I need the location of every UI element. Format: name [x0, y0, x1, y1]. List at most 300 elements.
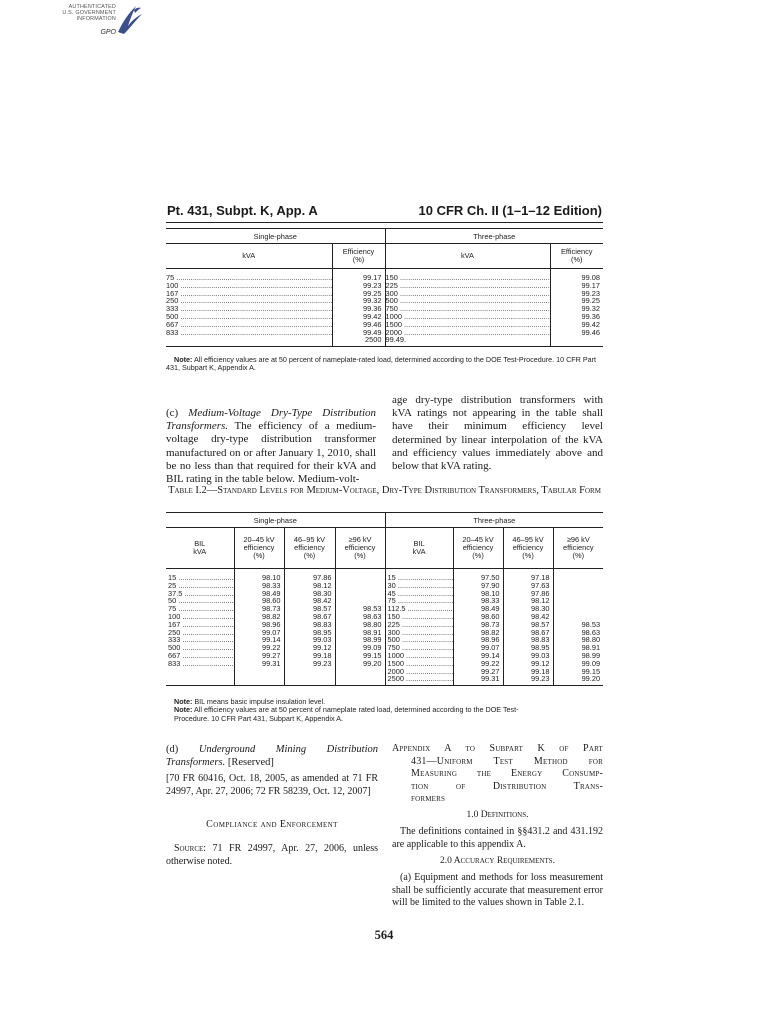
section-2-heading: 2.0 Accuracy Requirements.	[440, 856, 555, 866]
t2-single-eff-c	[335, 590, 385, 598]
t1-three-eff: 99.17	[581, 280, 600, 290]
t2-single-eff-b: 99.23	[284, 660, 335, 668]
t2-three-eff-b: 98.57	[503, 621, 553, 629]
t2-three-kva-value: 225	[387, 620, 400, 629]
t2-three-kva	[385, 636, 453, 644]
para-c-left-body: The efficiency of a medium-voltage dry-type distribution transformer manufactured on or after January 1, 2010, shall be no less than that required for their kVA and BIL rating in the table below. Medium-volt-	[166, 420, 376, 486]
t2-single-kva	[166, 668, 234, 676]
t1-leader-dots	[178, 282, 332, 290]
t2-three-kva-value: 112.5	[387, 605, 406, 613]
t2-leader-dots	[400, 629, 453, 637]
t2-three-kva	[385, 569, 453, 582]
t2-leader-dots	[404, 675, 453, 683]
t2-three-eff-a: 99.22	[453, 660, 503, 668]
t1-three-eff: 99.32	[581, 304, 600, 314]
t1-leader-dots	[402, 313, 550, 321]
t2-col-b-single-l3: (%)	[303, 551, 316, 560]
table-row	[166, 569, 603, 582]
t1-three-eff: 99.42	[581, 319, 600, 329]
t2-three-eff-a: 99.14	[453, 652, 503, 660]
t1-three-kva	[385, 321, 550, 329]
t2-note-1-text: BIL means basic impulse insulation level.	[192, 697, 326, 706]
t2-three-eff-a: 99.27	[453, 668, 503, 676]
t1-leader-dots	[178, 290, 332, 298]
t1-note	[166, 356, 603, 373]
t2-leader-dots	[405, 605, 453, 613]
t1-three-kva	[385, 329, 550, 337]
t2-single-kva	[166, 675, 234, 685]
t1-leader-dots	[178, 329, 332, 337]
para-c-title: Medium-Voltage Dry-Type Distribution Transformers.	[166, 407, 376, 433]
t1-single-kva-value: 333	[166, 305, 179, 313]
t2-leader-dots	[182, 590, 234, 598]
t2-col-a-three-l2: efficiency	[462, 543, 494, 552]
para-d-body: [Reserved]	[225, 757, 274, 768]
t1-three-kva	[385, 305, 550, 313]
logo-line-3: INFORMATION	[76, 16, 116, 22]
eagle-icon	[114, 2, 144, 36]
t1-header-three-phase: Three-phase	[385, 229, 603, 244]
t2-single-eff-c: 98.53	[335, 605, 385, 613]
t2-single-eff-a: 99.14	[234, 636, 284, 644]
t2-leader-dots	[176, 597, 234, 605]
t1-single-eff: 2500	[332, 336, 385, 346]
t1-single-kva-value: 100	[166, 281, 179, 290]
t2-three-eff-a: 97.90	[453, 582, 503, 590]
amendment-history: [70 FR 60416, Oct. 18, 2005, as amended at 71 FR 24997, Apr. 27, 2006; 72 FR 58239, Oct. 12, 2007]	[166, 773, 378, 797]
t1-three-kva	[385, 313, 550, 321]
t2-three-eff-b: 98.95	[503, 644, 553, 652]
t2-three-eff-c	[553, 605, 603, 613]
t2-single-eff-b: 97.86	[284, 569, 335, 582]
t2-single-eff-b: 98.95	[284, 629, 335, 637]
t1-leader-dots	[402, 329, 550, 337]
t2-three-eff-c	[553, 569, 603, 582]
t2-three-eff-a: 98.96	[453, 636, 503, 644]
t1-three-kva	[385, 297, 550, 305]
t2-col-bil-single	[166, 528, 234, 569]
table-row	[166, 313, 603, 321]
t2-single-eff-b: 99.12	[284, 644, 335, 652]
t1-single-eff: 99.17	[332, 269, 385, 282]
t2-single-kva	[166, 590, 234, 598]
t2-leader-dots	[400, 621, 453, 629]
header-rule	[166, 222, 603, 223]
t2-col-a-three	[453, 528, 503, 569]
t2-single-eff-c	[335, 675, 385, 685]
t1-single-kva-value: 75	[166, 273, 175, 282]
t2-col-bil-three-l2: kVA	[412, 547, 426, 556]
t2-leader-dots	[404, 660, 453, 668]
running-header-right: 10 CFR Ch. II (1–1–12 Edition)	[418, 203, 602, 218]
t2-single-eff-a	[234, 668, 284, 676]
t1-note-label: Note:	[174, 355, 193, 364]
t1-three-kva-value: 2000	[385, 328, 402, 337]
table-row	[166, 269, 603, 282]
t1-three-kva-value: 750	[385, 305, 398, 313]
t2-col-a-single	[234, 528, 284, 569]
table-row	[166, 329, 603, 337]
t2-single-kva	[166, 597, 234, 605]
t2-single-kva-value: 250	[168, 628, 181, 637]
t1-single-kva-value: 167	[166, 289, 179, 298]
t2-leader-dots	[400, 636, 453, 644]
t2-three-eff-a: 98.73	[453, 621, 503, 629]
t2-single-eff-c	[335, 569, 385, 582]
t2-leader-dots	[400, 644, 453, 652]
t1-single-kva-value: 667	[166, 320, 179, 329]
t2-three-eff-b: 98.30	[503, 605, 553, 613]
t2-three-eff-b: 98.42	[503, 613, 553, 621]
t1-col-eff-single-l2: (%)	[352, 255, 365, 264]
t1-single-kva	[166, 269, 332, 282]
t1-leader-dots	[402, 321, 550, 329]
t1-single-kva	[166, 329, 332, 337]
t1-three-eff: 99.25	[581, 296, 600, 306]
t2-col-c-single-l2: efficiency	[344, 543, 376, 552]
t2-single-kva	[166, 660, 234, 668]
t2-col-c-single	[335, 528, 385, 569]
t2-leader-dots	[400, 613, 453, 621]
t1-single-eff: 99.23	[332, 282, 385, 290]
t2-three-kva	[385, 675, 453, 685]
t2-col-bil-single-l2: kVA	[193, 547, 207, 556]
t1-three-kva-value: 300	[385, 289, 398, 298]
t2-three-kva-value: 1500	[387, 659, 404, 668]
table-row	[166, 336, 603, 346]
t2-leader-dots	[396, 590, 453, 598]
t1-col-kva-three: kVA	[385, 244, 550, 269]
t2-col-b-three-l1: 46–95 kV	[512, 535, 544, 544]
t2-leader-dots	[180, 660, 234, 668]
paragraph-c-left	[166, 407, 376, 486]
t2-three-kva	[385, 582, 453, 590]
t2-single-kva	[166, 613, 234, 621]
t2-col-c-three-l2: efficiency	[562, 543, 594, 552]
t2-three-eff-a: 97.50	[453, 569, 503, 582]
section-1-body: The definitions contained in §§431.2 and 431.192 are applicable to this appendix A.	[392, 826, 603, 850]
t2-single-eff-c: 98.99	[335, 636, 385, 644]
t1-single-kva	[166, 290, 332, 298]
t2-leader-dots	[404, 668, 453, 676]
t2-three-kva-value: 750	[387, 644, 400, 652]
t2-three-eff-b: 99.18	[503, 668, 553, 676]
t2-single-kva-value: 333	[168, 636, 181, 645]
t2-single-eff-a: 98.33	[234, 582, 284, 590]
para-c-label: (c)	[166, 407, 189, 419]
t2-col-c-single-l1: ≥96 kV	[348, 535, 372, 544]
t1-single-eff: 99.46	[332, 321, 385, 329]
t2-single-eff-a: 98.73	[234, 605, 284, 613]
t1-single-kva	[166, 336, 332, 346]
t2-single-eff-c: 98.80	[335, 621, 385, 629]
t2-three-kva-value: 45	[387, 589, 396, 598]
t2-three-eff-c: 99.20	[581, 674, 601, 684]
t2-single-eff-a: 99.27	[234, 652, 284, 660]
t2-single-eff-b: 98.42	[284, 597, 335, 605]
t2-single-eff-c: 99.20	[335, 660, 385, 668]
t1-single-kva	[166, 297, 332, 305]
t1-three-kva-value: 1500	[385, 320, 402, 329]
paragraph-c-right: age dry-type distribution transformers with kVA ratings not appearing in the table shall have their minimum efficiency level determined by linear interpolation of the kVA and efficiency values immediately above and below that kVA rating.	[392, 394, 603, 473]
t2-title	[166, 484, 603, 497]
t2-single-eff-c	[335, 668, 385, 676]
t1-three-kva-value: 500	[385, 297, 398, 306]
t2-single-kva	[166, 652, 234, 660]
t1-single-kva	[166, 305, 332, 313]
efficiency-table-1	[166, 228, 603, 347]
t2-note-2-label: Note:	[174, 705, 193, 715]
t2-col-c-single-l3: (%)	[354, 551, 366, 560]
t2-three-kva-value: 300	[387, 628, 400, 637]
t2-note-2-text: All efficiency values are at 50 percent of nameplate rated load, determined according to the DOE Test-	[192, 705, 519, 715]
t2-three-kva-value: 150	[387, 612, 400, 621]
t2-three-eff-a: 98.60	[453, 613, 503, 621]
t2-three-kva	[385, 644, 453, 652]
t2-leader-dots	[180, 652, 234, 660]
t1-single-eff: 99.42	[332, 313, 385, 321]
t1-three-kva-value: 225	[385, 281, 398, 290]
table-row	[166, 297, 603, 305]
t2-single-kva	[166, 644, 234, 652]
t2-single-eff-b: 99.03	[284, 636, 335, 644]
t2-three-eff-a: 99.07	[453, 644, 503, 652]
t2-three-eff-c: 98.53	[581, 619, 601, 629]
t2-three-kva	[385, 590, 453, 598]
t2-three-eff-c: 99.09	[581, 658, 601, 668]
t2-three-kva	[385, 660, 453, 668]
t2-single-kva-value: 500	[168, 644, 181, 652]
table-row	[166, 675, 603, 685]
t1-col-eff-three	[550, 244, 603, 269]
t2-col-bil-three-l1: BIL	[413, 539, 425, 548]
t2-col-a-three-l1: 20–45 kV	[462, 535, 494, 544]
t2-col-b-single	[284, 528, 335, 569]
t2-single-kva-value: 37.5	[168, 589, 183, 598]
t2-three-kva-value: 1000	[387, 651, 404, 660]
logo-line-1: AUTHENTICATED	[68, 4, 116, 10]
t2-three-eff-c	[553, 582, 603, 590]
t1-three-kva-value: 150	[385, 273, 398, 282]
t2-col-bil-three	[385, 528, 453, 569]
t2-three-eff-b: 97.18	[503, 569, 553, 582]
t2-single-eff-b: 98.57	[284, 605, 335, 613]
t2-single-eff-b: 98.12	[284, 582, 335, 590]
t2-three-kva-value: 500	[387, 636, 400, 645]
t1-three-kva	[385, 336, 550, 346]
t2-three-kva-value: 2000	[387, 667, 404, 676]
t2-three-kva	[385, 621, 453, 629]
t1-leader-dots	[398, 273, 550, 282]
t2-col-b-three	[503, 528, 553, 569]
t2-single-eff-c: 98.63	[335, 613, 385, 621]
t2-leader-dots	[396, 582, 453, 590]
t2-three-eff-b: 97.86	[503, 590, 553, 598]
t1-single-eff: 99.32	[332, 297, 385, 305]
appendix-heading	[392, 743, 603, 806]
t1-three-eff: 99.36	[581, 311, 600, 321]
t2-single-kva	[166, 605, 234, 613]
table-row	[166, 282, 603, 290]
t2-leader-dots	[176, 582, 234, 590]
t2-three-eff-b: 99.03	[503, 652, 553, 660]
t1-leader-dots	[178, 321, 332, 329]
t2-col-c-three-l1: ≥96 kV	[566, 535, 590, 544]
t2-three-eff-b: 98.12	[503, 597, 553, 605]
t2-single-eff-c	[335, 582, 385, 590]
t1-header-single-phase: Single-phase	[166, 229, 385, 244]
t2-three-eff-c: 98.99	[581, 650, 601, 660]
t2-single-eff-b: 98.67	[284, 613, 335, 621]
t2-col-b-three-l2: efficiency	[512, 543, 544, 552]
running-header-left: Pt. 431, Subpt. K, App. A	[167, 203, 318, 218]
para-d-label: (d)	[166, 744, 199, 755]
t2-single-kva-value: 167	[168, 620, 181, 629]
t2-single-eff-a: 99.22	[234, 644, 284, 652]
t2-title-prefix: Table I.2	[168, 485, 207, 496]
t1-leader-dots	[178, 313, 332, 321]
t2-notes	[166, 698, 603, 723]
t2-single-kva-value: 75	[168, 605, 177, 613]
para-d-title: Underground Mining Distribution Transformers.	[166, 744, 378, 768]
table-row	[166, 305, 603, 313]
t2-col-a-three-l3: (%)	[472, 551, 484, 560]
logo-gpo-text: GPO	[100, 29, 116, 36]
t1-note-text: All efficiency values are at 50 percent of nameplate-rated load, determined according to the DOE Test-Procedure. 10 CFR Part 431, Subpart K, Appendix A.	[166, 355, 597, 373]
t2-leader-dots	[180, 621, 234, 629]
t2-note-2-cont: Procedure. 10 CFR Part 431, Subpart K, Appendix A.	[174, 713, 344, 723]
t2-three-kva-value: 75	[387, 597, 396, 606]
t2-single-kva-value: 50	[168, 597, 177, 606]
t2-three-kva	[385, 652, 453, 660]
t1-single-kva-value: 250	[166, 297, 179, 306]
t1-leader-dots	[398, 297, 550, 305]
source-note	[166, 843, 378, 868]
t2-single-kva	[166, 636, 234, 644]
t2-leader-dots	[180, 613, 234, 621]
t1-leader-dots	[398, 305, 550, 313]
t2-leader-dots	[176, 573, 234, 582]
t2-single-eff-b: 98.30	[284, 590, 335, 598]
appendix-line-1: Appendix A to Subpart K of Part	[392, 743, 603, 754]
t2-three-eff-b: 99.12	[503, 660, 553, 668]
t1-single-eff: 99.49	[332, 329, 385, 337]
t1-leader-dots	[178, 297, 332, 305]
t2-single-kva-value: 15	[168, 573, 177, 582]
logo-line-2: U.S. GOVERNMENT	[62, 10, 116, 16]
t1-body	[166, 269, 603, 347]
t1-three-kva	[385, 290, 550, 298]
t2-single-eff-b	[284, 675, 335, 685]
t2-single-eff-c: 99.09	[335, 644, 385, 652]
t1-leader-dots	[398, 282, 550, 290]
t2-three-kva-value: 15	[387, 573, 396, 582]
t1-col-eff-three-l1: Efficiency	[561, 247, 593, 256]
t2-leader-dots	[396, 597, 453, 605]
t2-three-kva	[385, 613, 453, 621]
t2-single-eff-c: 99.15	[335, 652, 385, 660]
t2-leader-dots	[180, 644, 234, 652]
t1-single-kva-value: 833	[166, 328, 179, 337]
paragraph-d	[166, 743, 378, 769]
t1-col-eff-single-l1: Efficiency	[342, 247, 375, 256]
t1-single-kva	[166, 282, 332, 290]
t2-three-kva	[385, 629, 453, 637]
t1-single-eff: 99.36	[332, 305, 385, 313]
t2-leader-dots	[404, 652, 453, 660]
t2-single-eff-a: 99.31	[234, 660, 284, 668]
t2-three-eff-b: 97.63	[503, 582, 553, 590]
t1-leader-dots	[178, 305, 332, 313]
t1-col-eff-single	[332, 244, 385, 269]
t2-single-kva-value: 667	[168, 651, 181, 660]
t1-single-kva	[166, 321, 332, 329]
appendix-line-5: formers	[411, 793, 446, 805]
t2-three-eff-c: 99.15	[581, 666, 601, 676]
section-2-body: (a) Equipment and methods for loss measurement shall be sufficiently accurate that measurement error will be limited to the values shown in Table 2.1.	[392, 872, 603, 909]
section-1-heading: 1.0 Definitions.	[466, 810, 529, 820]
t2-single-eff-a: 98.10	[234, 569, 284, 582]
appendix-line-2: 431—Uniform Test Method for	[411, 755, 603, 767]
t2-single-eff-b	[284, 668, 335, 676]
source-label: Source:	[174, 843, 207, 854]
t2-three-eff-c: 98.91	[581, 643, 601, 653]
t2-single-eff-b: 98.83	[284, 621, 335, 629]
t2-three-kva	[385, 597, 453, 605]
table-row	[166, 321, 603, 329]
t2-three-kva	[385, 605, 453, 613]
t2-three-eff-c	[553, 597, 603, 605]
t2-single-eff-b: 99.18	[284, 652, 335, 660]
t2-three-eff-a: 98.49	[453, 605, 503, 613]
t1-single-eff: 99.25	[332, 290, 385, 298]
t2-leader-dots	[180, 636, 234, 644]
appendix-line-4: tion of Distribution Trans-	[411, 780, 603, 792]
t2-single-kva	[166, 629, 234, 637]
t2-header-three-phase: Three-phase	[385, 513, 603, 528]
t2-leader-dots	[176, 605, 234, 613]
t2-single-eff-a: 99.07	[234, 629, 284, 637]
t2-body	[166, 569, 603, 686]
logo-text	[6, 4, 116, 22]
t1-col-eff-three-l2: (%)	[571, 255, 583, 264]
table-row	[166, 290, 603, 298]
t2-single-kva	[166, 582, 234, 590]
source-text: 71 FR 24997, Apr. 27, 2006, unless otherwise noted.	[166, 843, 378, 867]
t2-col-b-single-l1: 46–95 kV	[293, 535, 326, 544]
t2-single-eff-a	[234, 675, 284, 685]
t2-leader-dots	[180, 629, 234, 637]
t2-three-eff-b: 98.83	[503, 636, 553, 644]
t2-col-b-three-l3: (%)	[522, 551, 534, 560]
t1-single-kva-value: 500	[166, 312, 179, 321]
t2-col-c-three	[553, 528, 603, 569]
t1-col-kva-single: kVA	[166, 244, 332, 269]
t2-single-eff-a: 98.96	[234, 621, 284, 629]
t2-three-eff-c: 98.80	[581, 635, 601, 645]
page-number: 564	[374, 928, 394, 942]
t2-three-kva-value: 30	[387, 581, 396, 590]
efficiency-table-2	[166, 512, 603, 686]
t2-three-kva	[385, 668, 453, 676]
t2-title-rest: —Standard Levels for Medium-Voltage, Dry-Type Distribution Transformers, Tabular Form	[206, 485, 601, 496]
t2-single-kva-value: 833	[168, 659, 181, 668]
t1-three-eff: 99.23	[581, 288, 600, 298]
t2-single-kva	[166, 569, 234, 582]
t2-three-eff-a: 98.82	[453, 629, 503, 637]
t2-col-b-single-l2: efficiency	[294, 543, 325, 552]
t2-col-a-single-l2: efficiency	[243, 543, 275, 552]
